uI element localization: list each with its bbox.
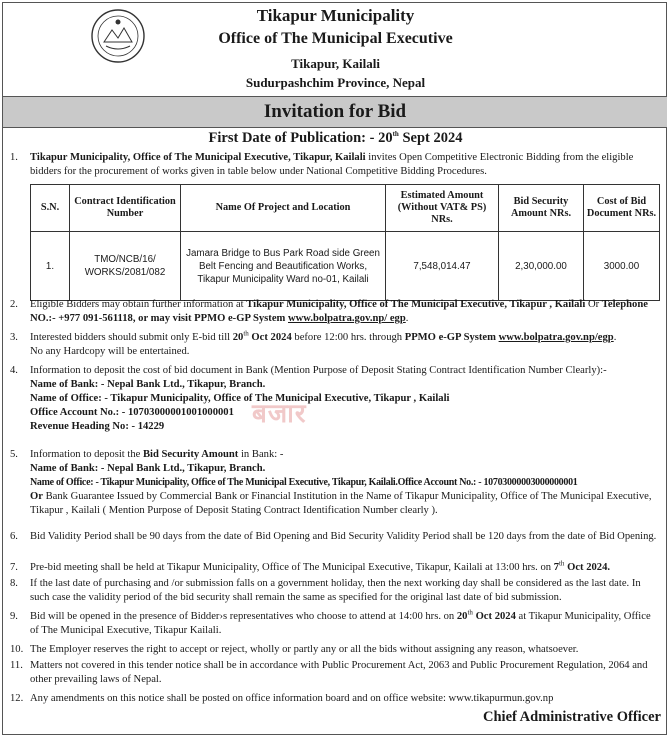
table-row (31, 232, 660, 301)
item-number: 7. (10, 562, 18, 573)
address-city: Tikapur, Kailali (291, 56, 380, 71)
cell-sn: 1. (31, 232, 70, 301)
item-number: 6. (10, 531, 18, 542)
item-number: 9. (10, 611, 18, 622)
bid-table (30, 184, 660, 301)
bolpatra-link[interactable]: www.bolpatra.gov.np/ egp (288, 313, 406, 324)
municipality-name: Tikapur Municipality (256, 6, 415, 25)
clause-11: Matters not covered in this tender notice shall be in accordance with Public Procurement Act, 2063 and Public Procurement Regulation, 2064 and other prevailing laws of Nepal. (30, 660, 648, 685)
clause-4: Information to deposit the cost of bid document in Bank (Mention Purpose of Deposit Stating Contract Identification Number Clearly):- Name of Bank: - Nepal Bank Ltd., Tikapur, Branch. Name of Office: - Tikapur Municipality, Office of The Municipal Executive, Tikapur , Kailali Office Account No.: - 10703000001001000001 Revenue Heading No: - 14229 (30, 365, 607, 432)
item-number: 5. (10, 449, 18, 460)
clause-6: Bid Validity Period shall be 90 days from the date of Bid Opening and Bid Security Validity Period shall be 120 days from the date of Bid Opening. (30, 531, 657, 542)
office-name: Office of The Municipal Executive (218, 30, 453, 47)
cell-estimate: 7,548,014.47 (386, 232, 499, 301)
clause-10: The Employer reserves the right to accept or reject, wholly or partly any or all the bids without assigning any reason, whatsoever. (30, 644, 579, 655)
clause-12: Any amendments on this notice shall be posted on office information board and on office website: www.tikapurmun.gov.np (30, 693, 554, 704)
cell-contract-id: TMO/NCB/16/ WORKS/2081/082 (70, 232, 181, 301)
letterhead (0, 0, 671, 94)
clause-5: Information to deposit the Bid Security Amount in Bank: - Name of Bank: - Nepal Bank Ltd., Tikapur, Branch. Name of Office: - Tikapur Municipality, Office of The Municipal Executive, Tikapur, Kailali.Office Account No.: - 10703000003000000001 Or Bank Guarantee Issued by Commercial Bank or Financial Institution in the Name of Tikapur Municipality, Office of The Municipal Executive, Tikapur , Kailali ( Mention Purpose of Deposit Stating Contract Identification Number clearly ). (30, 449, 652, 516)
address-province: Sudurpashchim Province, Nepal (245, 75, 426, 90)
col-contract-id: Contract Identification Number (70, 185, 181, 232)
item-number: 2. (10, 299, 18, 310)
publication-date: First Date of Publication: - 20th Sept 2024 (208, 130, 463, 146)
col-project: Name Of Project and Location (181, 185, 386, 232)
item-number: 8. (10, 578, 18, 589)
egp-link[interactable]: www.bolpatra.gov.np/egp (498, 332, 614, 343)
clause-9: Bid will be opened in the presence of Bidder›s representatives who choose to attend at 14:00 hrs. on 20th Oct 2024 at Tikapur Municipality, Office of The Municipal Executive, Tikapur Kailali. (30, 608, 651, 636)
item-number: 3. (10, 332, 18, 343)
table-header-row (31, 185, 660, 232)
cell-doc-cost: 3000.00 (584, 232, 660, 301)
col-estimate: Estimated Amount (Without VAT& PS) NRs. (386, 185, 499, 232)
item-number: 1. (10, 152, 18, 163)
clause-1: Tikapur Municipality, Office of The Municipal Executive, Tikapur, Kailali invites Open Competitive Electronic Bidding from the eligible bidders for the procurement of works given in table below under National Competitive Bidding Procedures. (30, 152, 634, 177)
item-number: 10. (10, 644, 24, 655)
item-number: 12. (10, 693, 24, 704)
clause-8: If the last date of purchasing and /or submission falls on a government holiday, then the next working day shall be considered as the last date. In such case the validity period of the bid security shall remain the same as specified for the original last date of bid submission. (30, 578, 641, 603)
col-doc-cost: Cost of Bid Document NRs. (584, 185, 660, 232)
col-bid-security: Bid Security Amount NRs. (499, 185, 584, 232)
cell-project: Jamara Bridge to Bus Park Road side Green Belt Fencing and Beautification Works, Tikapur Municipality Ward no-01, Kailali (181, 232, 386, 301)
signature-title: Chief Administrative Officer (483, 709, 661, 725)
clause-7: Pre-bid meeting shall be held at Tikapur Municipality, Office of The Municipal Executive, Tikapur, Kailali at 13:00 hrs. on 7th Oct 2024. (30, 559, 611, 573)
item-number: 11. (10, 660, 23, 671)
page-title: Invitation for Bid (3, 96, 667, 128)
col-sn: S.N. (31, 185, 70, 232)
clause-2: Eligible Bidders may obtain further information at Tikapur Municipality, Office of The Municipal Executive, Tikapur , Kailali Or Telephone NO.:- +977 091-561118, or may visit PPMO e-GP System www.bolpatra.gov.np/ egp. (30, 299, 648, 324)
watermark: बजार (252, 398, 307, 428)
cell-bid-security: 2,30,000.00 (499, 232, 584, 301)
item-number: 4. (10, 365, 18, 376)
clause-3: Interested bidders should submit only E-bid till 20th Oct 2024 before 12:00 hrs. through PPMO e-GP System www.bolpatra.gov.np/egp. No any Hardcopy will be entertained. (30, 329, 617, 357)
